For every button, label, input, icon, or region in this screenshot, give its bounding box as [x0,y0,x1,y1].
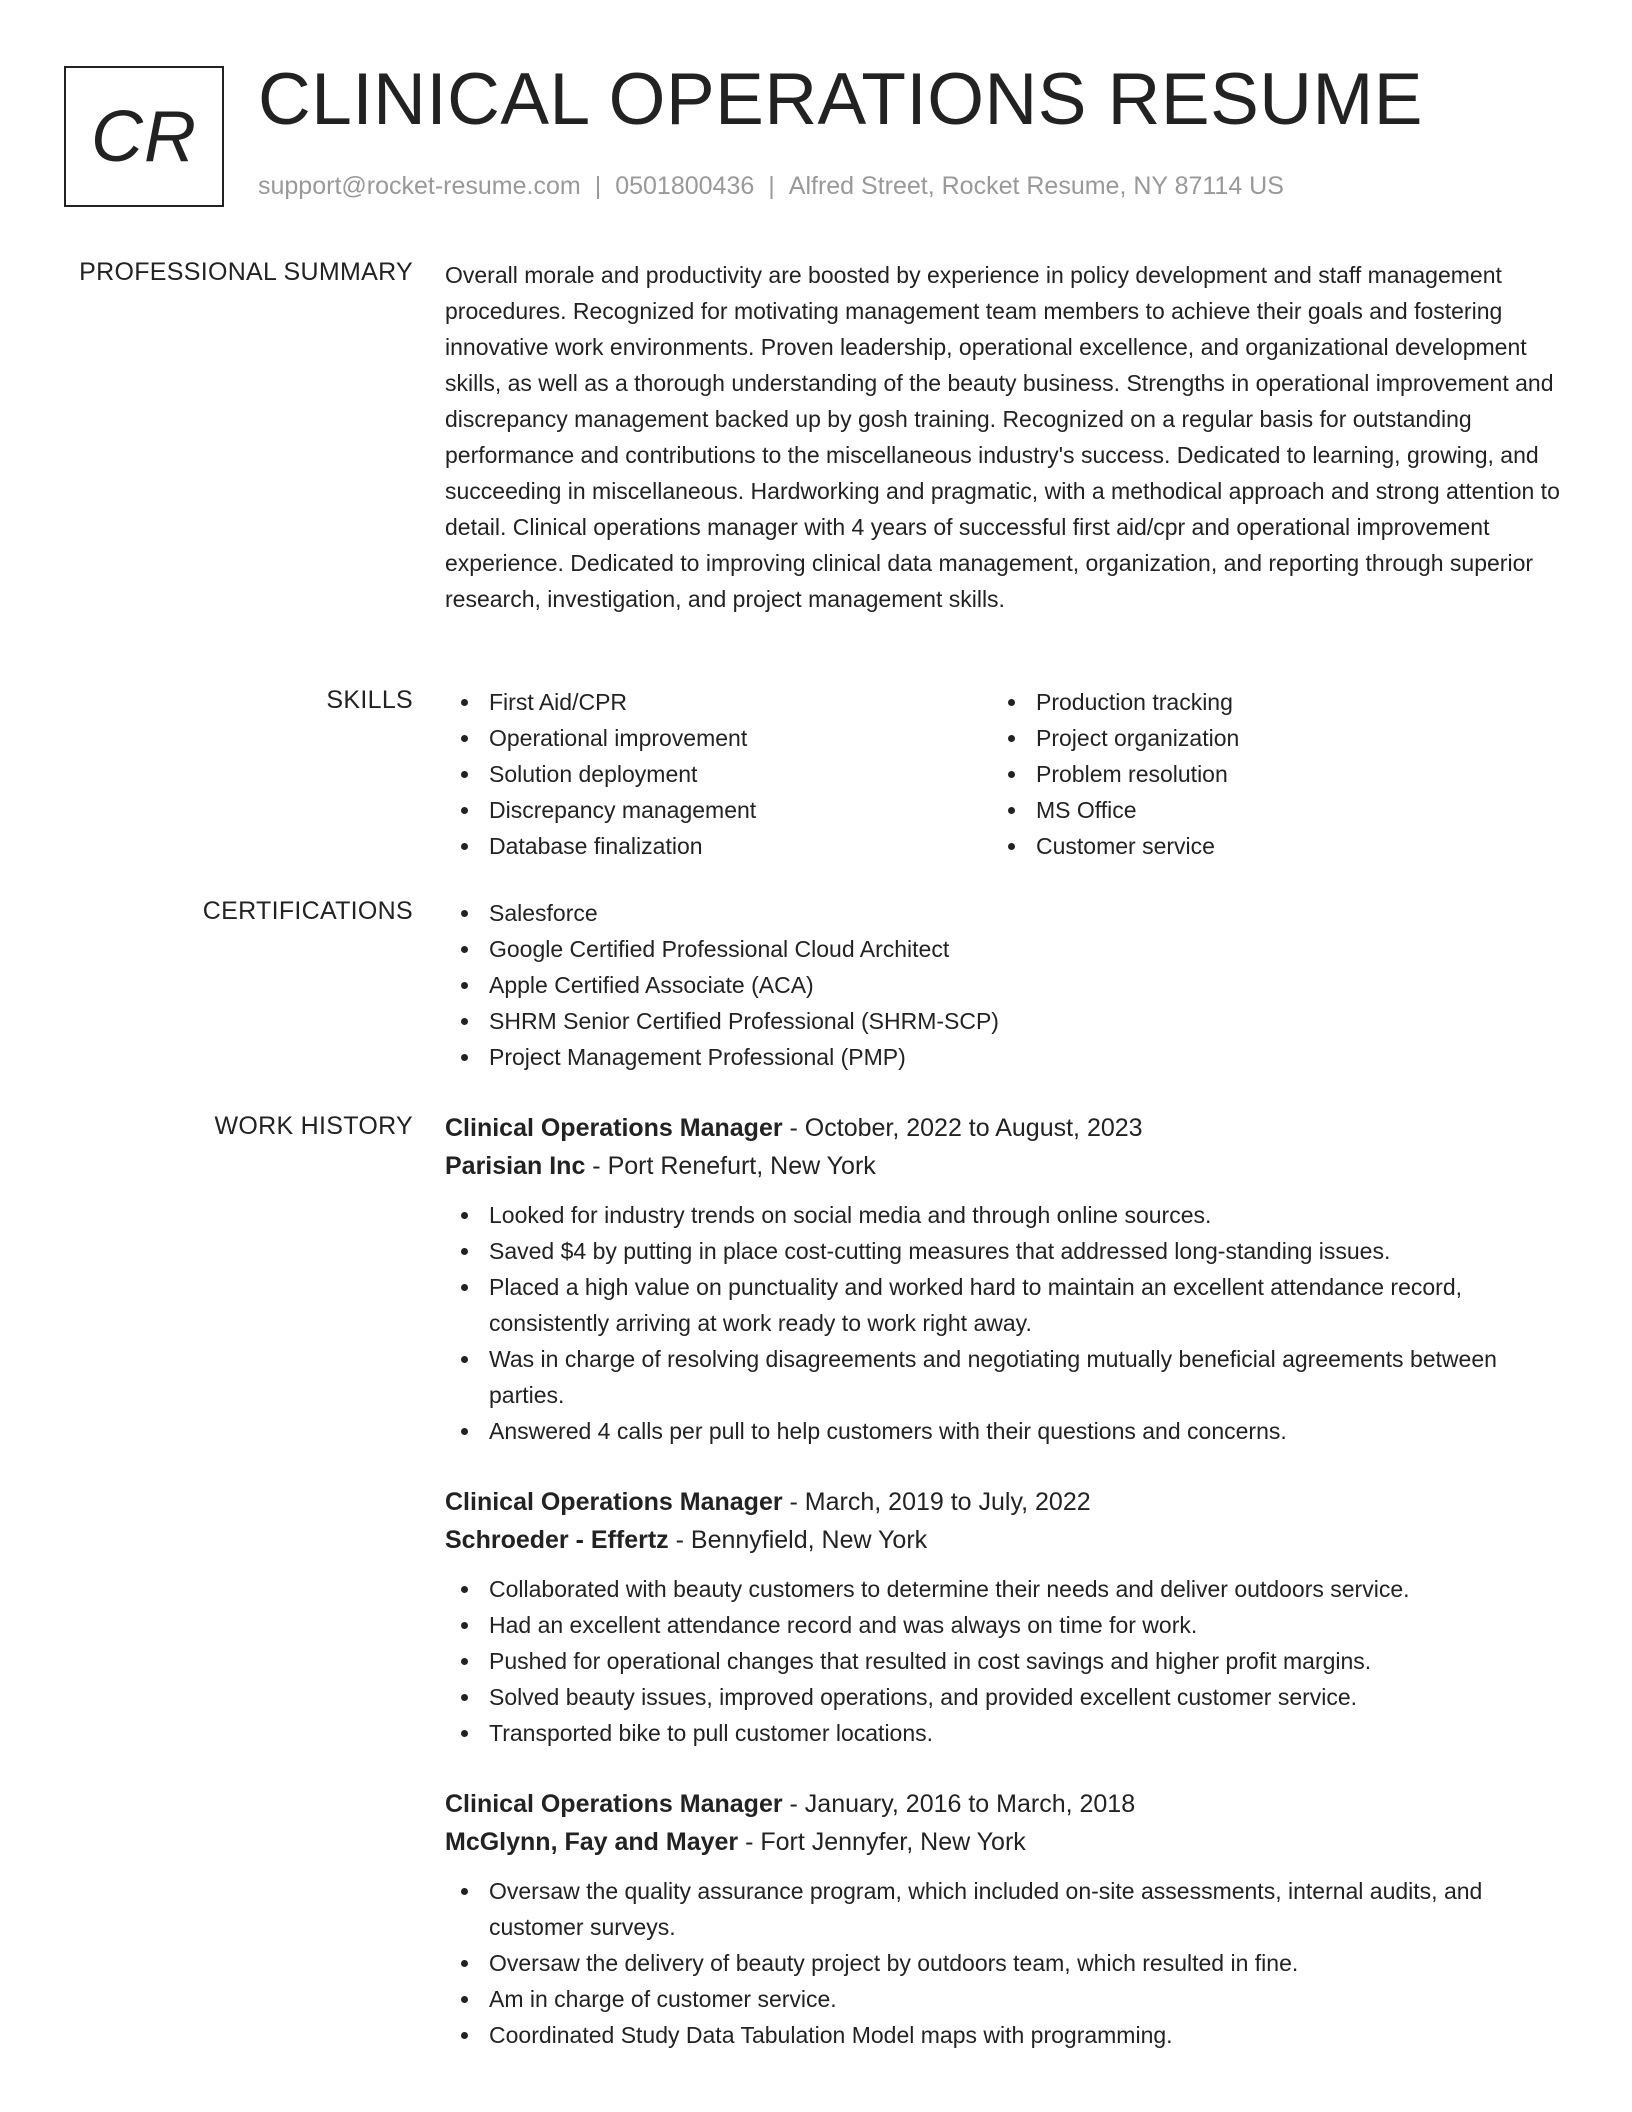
certification-item: Project Management Professional (PMP) [445,1039,1565,1075]
skills-section [445,684,1565,864]
job-bullet: Had an excellent attendance record and was always on time for work. [445,1607,1565,1643]
section-label-skills: SKILLS [326,686,413,714]
job-entry [445,1483,1565,1751]
job-bullet: Oversaw the delivery of beauty project by outdoors team, which resulted in fine. [445,1945,1565,1981]
job-title-line [445,1109,1565,1147]
certification-item: Salesforce [445,895,1565,931]
job-bullets [445,1197,1565,1449]
job-bullets [445,1571,1565,1751]
job-bullet: Coordinated Study Data Tabulation Model maps with programming. [445,2017,1565,2053]
job-title: Clinical Operations Manager [445,1790,783,1818]
section-label-certifications: CERTIFICATIONS [202,897,413,925]
job-bullets [445,1873,1565,2053]
job-dates: - January, 2016 to March, 2018 [782,1790,1136,1818]
skills-list-right [992,684,1539,864]
job-bullet: Collaborated with beauty customers to determine their needs and deliver outdoors service. [445,1571,1565,1607]
job-bullet: Looked for industry trends on social media and through online sources. [445,1197,1565,1233]
job-company-line [445,1521,1565,1559]
skill-item: Discrepancy management [445,792,992,828]
summary-section [445,257,1565,617]
job-company: Schroeder - Effertz [445,1526,669,1554]
job-location: - Port Renefurt, New York [585,1152,876,1180]
contact-email: support@rocket-resume.com [258,172,581,200]
contact-phone: 0501800436 [615,172,755,200]
job-title-line [445,1785,1565,1823]
contact-separator: | [768,172,775,200]
work-history-section [445,1109,1565,2087]
job-dates: - March, 2019 to July, 2022 [782,1488,1091,1516]
job-entry [445,1785,1565,2053]
summary-text: Overall morale and productivity are boosted by experience in policy development and staff management procedures. Recognized for motivating management team members to achieve their goals and fostering innovative work environments. Proven leadership, operational excellence, and organizational development skills, as well as a thorough understanding of the beauty business. Strengths in operational improvement and discrepancy management backed up by gosh training. Recognized on a regular basis for outstanding performance and contributions to the miscellaneous industry's success. Dedicated to learning, growing, and succeeding in miscellaneous. Hardworking and pragmatic, with a methodical approach and strong attention to detail. Clinical operations manager with 4 years of successful first aid/cpr and operational improvement experience. Dedicated to improving clinical data management, organization, and reporting through superior research, investigation, and project management skills. [445,262,1560,612]
job-company-line [445,1147,1565,1185]
contact-separator: | [594,172,602,200]
skill-item: Problem resolution [992,756,1539,792]
certification-item: Apple Certified Associate (ACA) [445,967,1565,1003]
job-bullet: Oversaw the quality assurance program, which included on-site assessments, internal audits, and customer surveys. [445,1873,1565,1945]
certifications-section [445,895,1565,1075]
skill-item: Production tracking [992,684,1539,720]
skill-item: Customer service [992,828,1539,864]
job-dates: - October, 2022 to August, 2023 [782,1114,1143,1142]
skills-list-left [445,684,992,864]
skill-item: Database finalization [445,828,992,864]
job-bullet: Am in charge of customer service. [445,1981,1565,2017]
contact-line [258,172,1284,201]
monogram-badge: CR [64,66,224,207]
skill-item: Operational improvement [445,720,992,756]
skill-item: MS Office [992,792,1539,828]
job-location: - Bennyfield, New York [668,1526,928,1554]
section-label-work-history: WORK HISTORY [214,1112,413,1140]
skill-item: First Aid/CPR [445,684,992,720]
job-company: McGlynn, Fay and Mayer [445,1828,739,1856]
job-entry [445,1109,1565,1449]
job-company-line [445,1823,1565,1861]
job-bullet: Saved $4 by putting in place cost-cutting measures that addressed long-standing issues. [445,1233,1565,1269]
contact-address: Alfred Street, Rocket Resume, NY 87114 US [788,172,1284,200]
job-bullet: Solved beauty issues, improved operations, and provided excellent customer service. [445,1679,1565,1715]
job-title-line [445,1483,1565,1521]
job-location: - Fort Jennyfer, New York [738,1828,1026,1856]
job-company: Parisian Inc [445,1152,586,1180]
job-bullet: Answered 4 calls per pull to help customers with their questions and concerns. [445,1413,1565,1449]
certifications-list [445,895,1565,1075]
certification-item: Google Certified Professional Cloud Architect [445,931,1565,967]
certification-item: SHRM Senior Certified Professional (SHRM-SCP) [445,1003,1565,1039]
job-title: Clinical Operations Manager [445,1488,783,1516]
job-bullet: Placed a high value on punctuality and worked hard to maintain an excellent attendance record, consistently arriving at work ready to work right away. [445,1269,1565,1341]
skill-item: Project organization [992,720,1539,756]
job-bullet: Pushed for operational changes that resulted in cost savings and higher profit margins. [445,1643,1565,1679]
resume-title: CLINICAL OPERATIONS RESUME [258,59,1423,140]
job-bullet: Transported bike to pull customer locations. [445,1715,1565,1751]
job-title: Clinical Operations Manager [445,1114,783,1142]
section-label-summary: PROFESSIONAL SUMMARY [79,258,413,286]
job-bullet: Was in charge of resolving disagreements and negotiating mutually beneficial agreements between parties. [445,1341,1565,1413]
skill-item: Solution deployment [445,756,992,792]
